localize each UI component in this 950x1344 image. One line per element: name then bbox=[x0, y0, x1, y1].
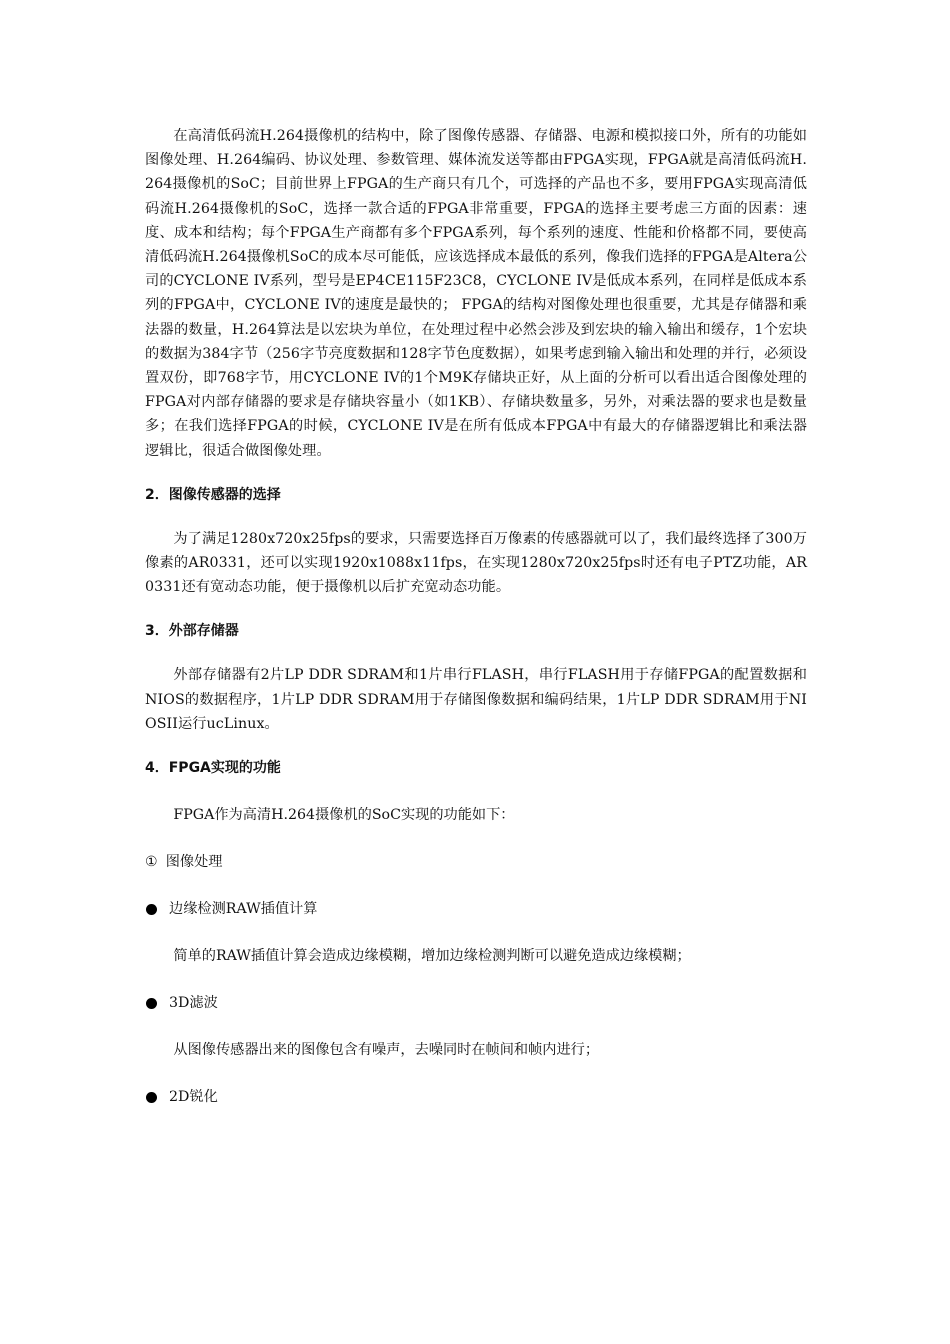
bullet-title: 边缘检测RAW插值计算 bbox=[169, 901, 318, 918]
bullet-title: 3D滤波 bbox=[169, 995, 218, 1012]
bullet-dot-icon bbox=[146, 1092, 157, 1103]
section-3-heading: 3．外部存储器 bbox=[145, 623, 239, 640]
document-page bbox=[145, 124, 807, 1109]
bullet-description: 从图像传感器出来的图像包含有噪声，去噪同时在帧间和帧内进行； bbox=[173, 1042, 600, 1059]
section-3-body: 外部存储器有2片LP DDR SDRAM和1片串行FLASH，串行FLASH用于存储FPGA的配置数据和NIOS的数据程序，1片LP DDR SDRAM用于存储图像数据和编码结果，1片LP DDR SDRAM用于NIOSII运行ucLinux。 bbox=[145, 667, 807, 732]
bullet-item-2d-sharpen bbox=[145, 1085, 807, 1109]
section-2-body: 为了满足1280x720x25fps的要求，只需要选择百万像素的传感器就可以了，我们最终选择了300万像素的AR0331，还可以实现1920x1088x11fps，在实现1280x720x25fps时还有电子PTZ功能，AR0331还有宽动态功能，便于摄像机以后扩充宽动态功能。 bbox=[145, 530, 807, 596]
intro-paragraph: 在高清低码流H.264摄像机的结构中，除了图像传感器、存储器、电源和模拟接口外，所有的功能如图像处理、H.264编码、协议处理、参数管理、媒体流发送等都由FPGA实现，FPGA就是高清低码流H.264摄像机的SoC；目前世界上FPGA的生产商只有几个，可选择的产品也不多，要用FPGA实现高清低码流H.264摄像机的SoC，选择一款合适的FPGA非常重要，FPGA的选择主要考虑三方面的因素：速度、成本和结构；每个FPGA生产商都有多个FPGA系列，每个系列的速度、性能和价格都不同，要使高清低码流H.264摄像机SoC的成本尽可能低，应该选择成本最低的系列，像我们选择的FPGA是Altera公司的CYCLONE IV系列，型号是EP4CE115F23C8，CYCLONE IV是低成本系列，在同样是低成本系列的FPGA中，CYCLONE IV的速度是最快的； FPGA的结构对图像处理也很重要，尤其是存储器和乘法器的数量，H.264算法是以宏块为单位，在处理过程中必然会涉及到宏块的输入输出和缓存，1个宏块的数据为384字节（256字节亮度数据和128字节色度数据），如果考虑到输入输出和处理的并行，必须设置双份，即768字节，用CYCLONE IV的1个M9K存储块正好，从上面的分析可以看出适合图像处理的FPGA对内部存储器的要求是存储块容量小（如1KB）、存储块数量多，另外，对乘法器的要求也是数量多；在我们选择FPGA的时候，CYCLONE IV是在所有低成本FPGA中有最大的存储器逻辑比和乘法器逻辑比，很适合做图像处理。 bbox=[145, 128, 807, 459]
subsection-label: 图像处理 bbox=[165, 854, 223, 871]
section-2-heading: 2．图像传感器的选择 bbox=[145, 486, 281, 503]
section-4-intro: FPGA作为高清H.264摄像机的SoC实现的功能如下： bbox=[173, 807, 515, 824]
subsection-image-processing bbox=[145, 850, 807, 874]
bullet-title: 2D锐化 bbox=[169, 1089, 218, 1106]
bullet-item-raw-interpolation bbox=[145, 897, 807, 921]
bullet-dot-icon bbox=[146, 904, 157, 915]
bullet-description: 简单的RAW插值计算会造成边缘模糊，增加边缘检测判断可以避免造成边缘模糊； bbox=[173, 948, 691, 965]
section-4-heading: 4．FPGA实现的功能 bbox=[145, 760, 281, 777]
circled-number-one: ① bbox=[145, 854, 158, 871]
bullet-dot-icon bbox=[146, 998, 157, 1009]
bullet-item-3d-filter bbox=[145, 991, 807, 1015]
